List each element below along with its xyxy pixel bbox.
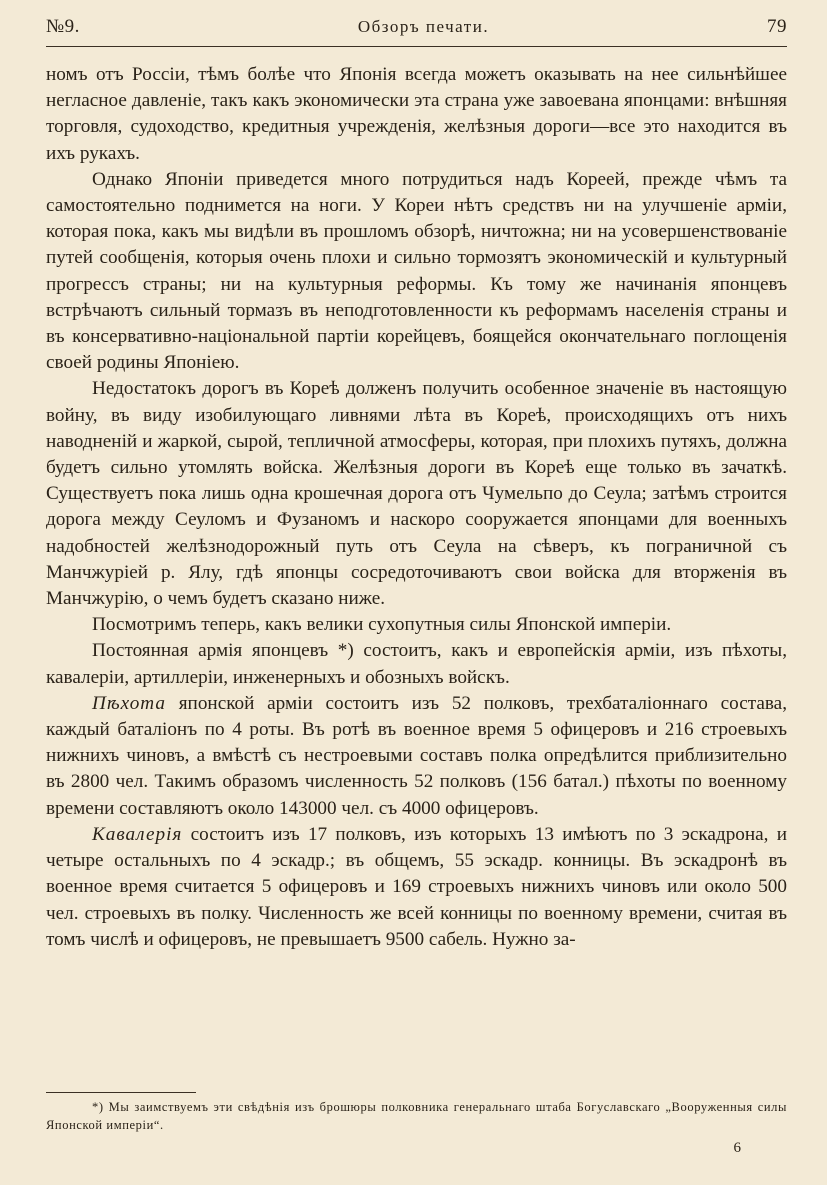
header-rule bbox=[46, 46, 787, 47]
footnote-text: Мы заимствуемъ эти свѣдѣнія изъ брошюры полковника генеральнаго штаба Богуславскаго „Вооруженныя силы Японской имперіи“. bbox=[46, 1100, 787, 1132]
page-header bbox=[46, 16, 787, 44]
footnote-marker: *) bbox=[92, 1100, 104, 1114]
paragraph-cavalry bbox=[46, 822, 787, 953]
paragraph: Однако Японіи приведется много потрудиться надъ Кореей, прежде чѣмъ та самостоятельно поднимется на ноги. У Кореи нѣтъ средствъ ни на улучшеніе арміи, которая пока, какъ мы видѣли въ прошломъ обзорѣ, ничтожна; ни на усовершенствованіе путей сообщенія, которыя очень плохи и сильно тормозятъ экономическій и культурный прогрессъ страны; ни на культурныя реформы. Къ тому же начинанія японцевъ встрѣчаютъ сильный тормазъ въ неподготовленности къ реформамъ населенія страны и въ консервативно-національной партіи корейцевъ, боящейся окончательнаго поглощенія своей родины Японіею. bbox=[46, 168, 787, 374]
cavalry-text: состоитъ изъ 17 полковъ, изъ которыхъ 13 имѣютъ по 3 эскадрона, и четыре остальныхъ по 4 эскадр.; въ общемъ, 55 эскадр. конницы. Въ эскадронѣ въ военное время считается 5 офицеровъ и 169 строевыхъ нижнихъ чиновъ или около 500 чел. строевыхъ въ полку. Численность же всей конницы по военному времени, считая въ томъ числѣ и офицеровъ, не превышаетъ 9500 сабель. Нужно за- bbox=[46, 823, 787, 950]
footnote-rule bbox=[46, 1092, 196, 1093]
paragraph: Посмотримъ теперь, какъ велики сухопутныя силы Японской имперіи. bbox=[92, 614, 672, 636]
cavalry-heading: Кавалерія bbox=[92, 823, 183, 845]
paragraph: номъ отъ Россіи, тѣмъ болѣе что Японія всегда можетъ оказывать на нее сильнѣйшее негласное давленіе, такъ какъ экономически эта страна уже завоевана японцами: внѣшняя торговля, судоходство, кредитныя учрежденія, желѣзныя дороги—все это находится въ ихъ рукахъ. bbox=[46, 64, 787, 164]
infantry-text: японской арміи состоитъ изъ 52 полковъ, трехбаталіоннаго состава, каждый баталіонъ по 4 роты. Въ ротѣ въ военное время 5 офицеровъ и 216 строевыхъ нижнихъ чиновъ, а вмѣстѣ съ нестроевыми составъ полка опредѣлится приблизительно въ 2800 чел. Такимъ образомъ численность 52 полковъ (156 батал.) пѣхоты по военному времени составляютъ около 143000 чел. съ 4000 офицеровъ. bbox=[46, 692, 787, 819]
infantry-heading: Пѣхота bbox=[92, 692, 166, 714]
page-number: 79 bbox=[767, 16, 787, 37]
signature-mark: 6 bbox=[733, 1140, 741, 1156]
paragraph-infantry bbox=[46, 691, 787, 822]
section-title: Обзоръ печати. bbox=[357, 17, 490, 36]
issue-number: №9. bbox=[46, 16, 80, 37]
footnote bbox=[46, 1098, 787, 1134]
paragraph: Постоянная армія японцевъ *) состоитъ, какъ и европейскія арміи, изъ пѣхоты, кавалеріи, артиллеріи, инженерныхъ и обозныхъ войскъ. bbox=[46, 640, 787, 688]
paragraph: Недостатокъ дорогъ въ Кореѣ долженъ получить особенное значеніе въ настоящую войну, въ виду изобилующаго ливнями лѣта въ Кореѣ, происходящихъ отъ нихъ наводненій и жаркой, сырой, тепличной атмосферы, которая, при плохихъ путяхъ, должна будетъ сильно утомлять войска. Желѣзныя дороги въ Кореѣ еще только въ зачаткѣ. Существуетъ пока лишь одна крошечная дорога отъ Чумельпо до Сеула; затѣмъ строится дорога между Сеуломъ и Фузаномъ и наскоро сооружается японцами для военныхъ надобностей желѣзнодорожный путь отъ Сеула на сѣверъ, къ пограничной съ Манчжуріей р. Ялу, гдѣ японцы сосредоточиваютъ свои войска для вторженія въ Манчжурію, о чемъ будетъ сказано ниже. bbox=[46, 378, 787, 610]
article-body bbox=[46, 62, 787, 953]
